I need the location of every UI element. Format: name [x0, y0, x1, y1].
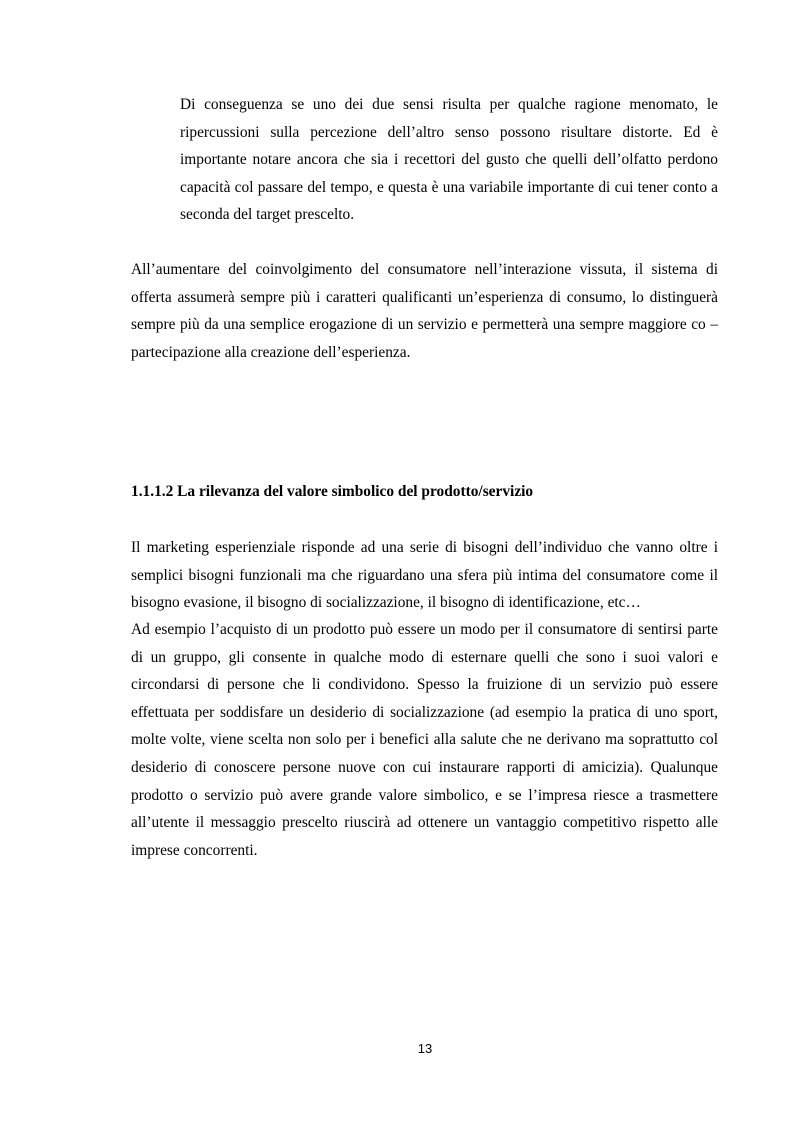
section-heading: 1.1.1.2 La rilevanza del valore simbolico del prodotto/servizio — [131, 483, 534, 500]
paragraph-consumer-involvement: All’aumentare del coinvolgimento del consumatore nell’interazione vissuta, il sistema di offerta assumerà sempre più i caratteri qualificanti un’esperienza di consumo, lo distinguerà sempre più da una semplice erogazione di un servizio e permetterà una sempre maggiore co – partecipazione alla creazione dell’esperienza. — [131, 261, 718, 361]
page-number: 13 — [417, 1041, 433, 1056]
paragraph-experiential-marketing: Il marketing esperienziale risponde ad una serie di bisogni dell’individuo che vanno oltre i semplici bisogni funzionali ma che riguardano una sfera più intima del consumatore come il bisogno evasione, il bisogno di socializzazione, il bisogno di identificazione, etc… — [131, 539, 718, 612]
indented-paragraph: Di conseguenza se uno dei due sensi risulta per qualche ragione menomato, le ripercussioni sulla percezione dell’altro senso possono risultare distorte. Ed è importante notare ancora che sia i recettori del gusto che quelli dell’olfatto perdono capacità col passare del tempo, e questa è una variabile importante di cui tener conto a seconda del target prescelto. — [180, 96, 718, 224]
paragraph-symbolic-value-example: Ad esempio l’acquisto di un prodotto può essere un modo per il consumatore di sentirsi parte di un gruppo, gli consente in qualche modo di esternare quelli che sono i suoi valori e circondarsi di persone che li condividono. Spesso la fruizione di un servizio può essere effettuata per soddisfare un desiderio di socializzazione (ad esempio la pratica di uno sport, molte volte, viene scelta non solo per i benefici alla salute che ne derivano ma soprattutto col desiderio di conoscere persone nuove con cui instaurare rapporti di amicizia). Qualunque prodotto o servizio può avere grande valore simbolico, e se l’impresa riesce a trasmettere all’utente il messaggio prescelto riuscirà ad ottenere un vantaggio competitivo rispetto alle imprese concorrenti. — [131, 621, 718, 859]
